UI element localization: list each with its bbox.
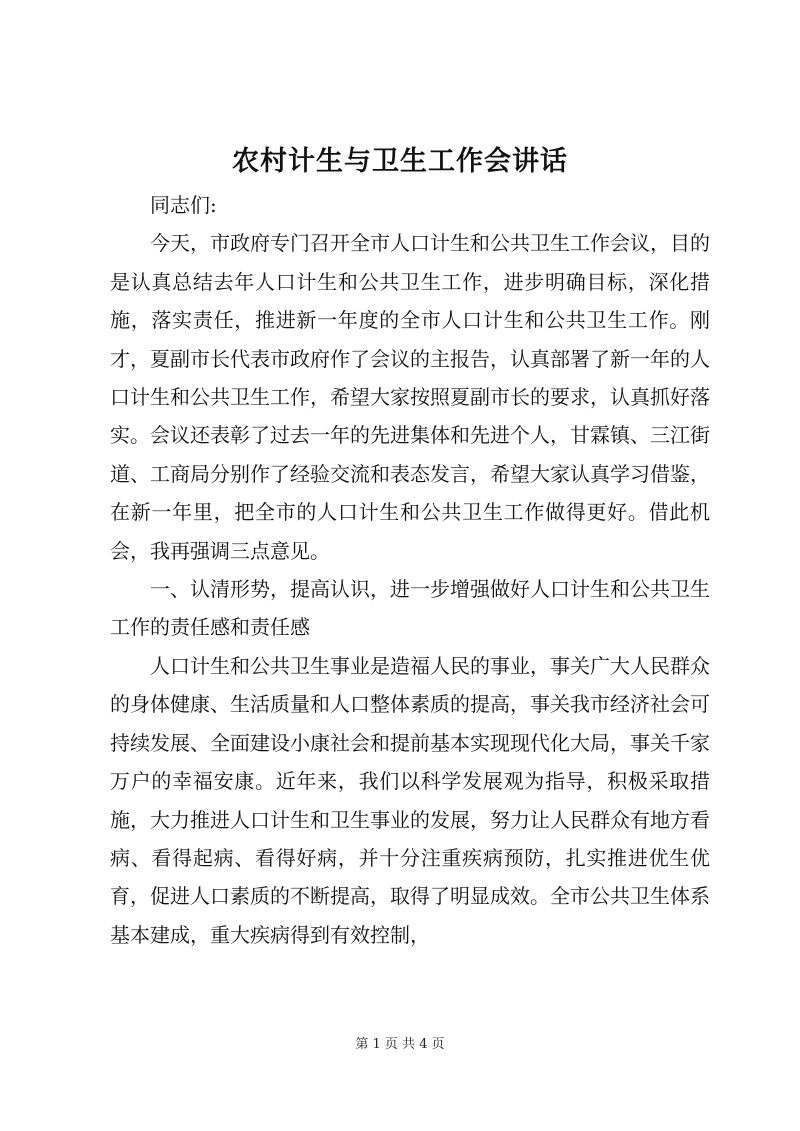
salutation: 同志们: — [150, 193, 217, 217]
paragraph-section-1: 人口计生和公共卫生事业是造福人民的事业，事关广大人民群众的身体健康、生活质量和人口整体素质的提高，事关我市经济社会可持续发展、全面建设小康社会和提前基本实现现代化大局，事关千家万户的幸福安康。近年来，我们以科学发展观为指导，积极采取措施，大力推进人口计生和卫生事业的发展，努力让人民群众有地方看病、看得起病、看得好病，并十分注重疾病预防，扎实推进优生优育，促进人口素质的不断提高，取得了明显成效。全市公共卫生体系基本建成，重大疾病得到有效控制， — [110, 653, 710, 947]
page-footer: 第 1 页 共 4 页 — [355, 1037, 445, 1052]
document-title: 农村计生与卫生工作会讲话 — [232, 146, 568, 177]
paragraph-intro: 今天，市政府专门召开全市人口计生和公共卫生工作会议，目的是认真总结去年人口计生和公共卫生工作，进步明确目标，深化措施，落实责任，推进新一年度的全市人口计生和公共卫生工作。刚才，夏副市长代表市政府作了会议的主报告，认真部署了新一年的人口计生和公共卫生工作，希望大家按照夏副市长的要求，认真抓好落实。会议还表彰了过去一年的先进集体和先进个人，甘霖镇、三江街道、工商局分别作了经验交流和表态发言，希望大家认真学习借鉴，在新一年里，把全市的人口计生和公共卫生工作做得更好。借此机会，我再强调三点意见。 — [110, 231, 710, 563]
section-heading-1: 一、认清形势，提高认识，进一步增强做好人口计生和公共卫生工作的责任感和责任感 — [110, 577, 710, 640]
document-body — [110, 186, 710, 954]
